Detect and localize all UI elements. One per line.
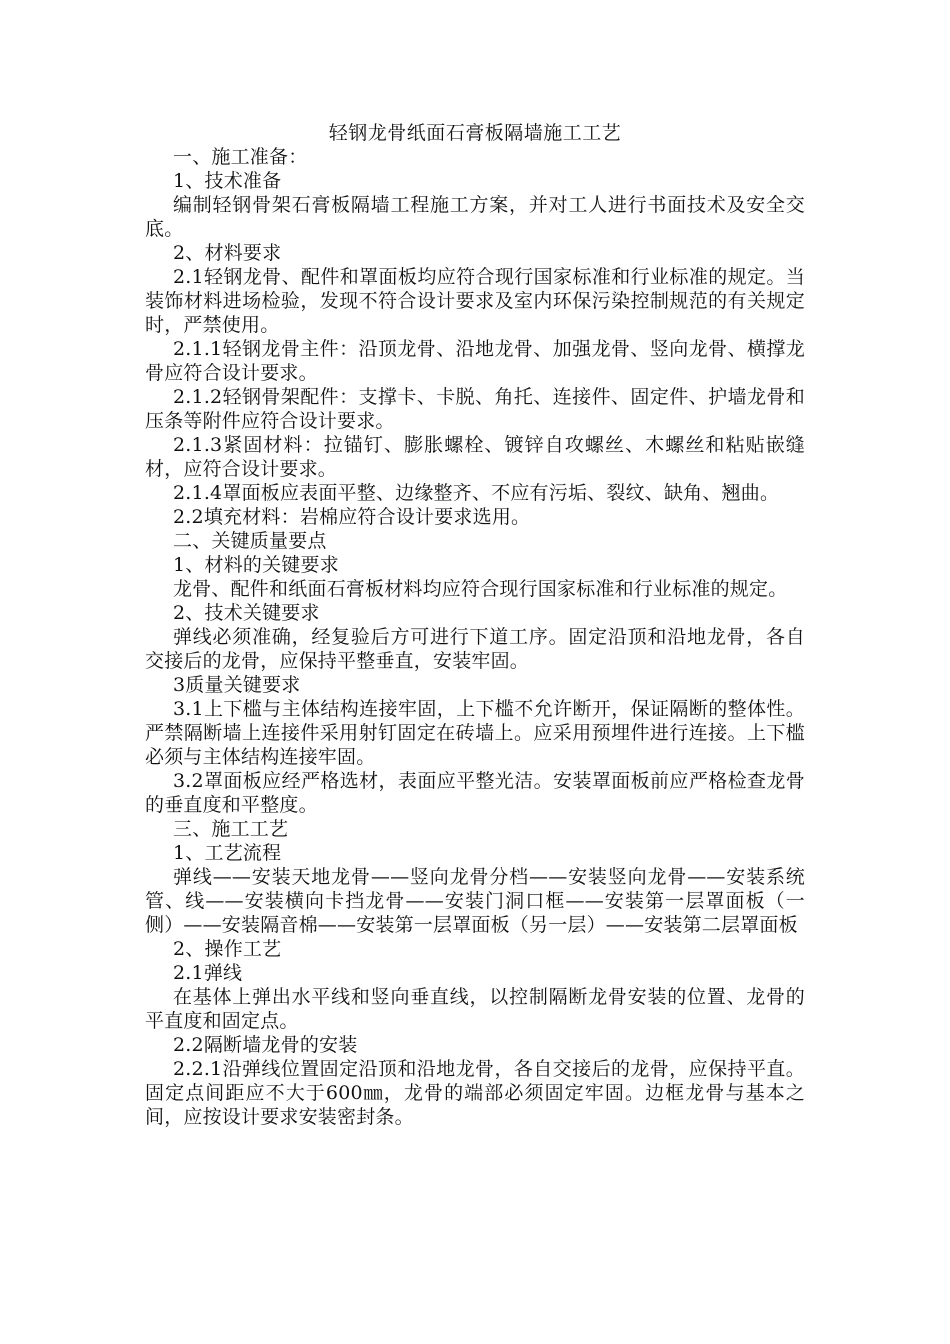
paragraph: 2.1.3紧固材料：拉锚钉、膨胀螺栓、镀锌自攻螺丝、木螺丝和粘贴嵌缝材，应符合设计要求。: [145, 434, 805, 480]
paragraph: 2.1弹线: [173, 962, 243, 984]
paragraph: 3.1上下槛与主体结构连接牢固，上下槛不允许断开，保证隔断的整体性。严禁隔断墙上连接件采用射钉固定在砖墙上。应采用预埋件进行连接。上下槛必须与主体结构连接牢固。: [145, 698, 805, 768]
paragraph: 3.2罩面板应经严格选材，表面应平整光洁。安装罩面板前应严格检查龙骨的垂直度和平整度。: [145, 770, 805, 816]
paragraph: 2.2.1沿弹线位置固定沿顶和沿地龙骨，各自交接后的龙骨，应保持平直。固定点间距应不大于600㎜，龙骨的端部必须固定牢固。边框龙骨与基本之间，应按设计要求安装密封条。: [145, 1058, 805, 1128]
paragraph: 1、材料的关键要求: [173, 554, 339, 576]
paragraph: 在基体上弹出水平线和竖向垂直线，以控制隔断龙骨安装的位置、龙骨的平直度和固定点。: [145, 986, 805, 1032]
paragraph: 龙骨、配件和纸面石膏板材料均应符合现行国家标准和行业标准的规定。: [173, 578, 788, 600]
paragraph: 2.2填充材料：岩棉应符合设计要求选用。: [173, 506, 531, 528]
paragraph: 1、工艺流程: [173, 842, 282, 864]
paragraph: 2.1.1轻钢龙骨主件：沿顶龙骨、沿地龙骨、加强龙骨、竖向龙骨、横撑龙骨应符合设计要求。: [145, 338, 805, 384]
document-page: [145, 121, 805, 1129]
paragraph: 2.1.4罩面板应表面平整、边缘整齐、不应有污垢、裂纹、缺角、翘曲。: [173, 482, 780, 504]
paragraph: 编制轻钢骨架石膏板隔墙工程施工方案，并对工人进行书面技术及安全交底。: [145, 194, 805, 240]
paragraph: 2、技术关键要求: [173, 602, 320, 624]
paragraph: 2、操作工艺: [173, 938, 282, 960]
paragraph: 2.2隔断墙龙骨的安装: [173, 1034, 358, 1056]
paragraph: 1、技术准备: [173, 170, 282, 192]
paragraph: 弹线——安装天地龙骨——竖向龙骨分档——安装竖向龙骨——安装系统管、线——安装横向卡挡龙骨——安装门洞口框——安装第一层罩面板（一侧）——安装隔音棉——安装第一层罩面板（另一层）——安装第二层罩面板: [145, 866, 805, 936]
paragraph: 2.1.2轻钢骨架配件：支撑卡、卡脱、角托、连接件、固定件、护墙龙骨和压条等附件应符合设计要求。: [145, 386, 805, 432]
document-title: 轻钢龙骨纸面石膏板隔墙施工工艺: [328, 122, 622, 144]
paragraph: 弹线必须准确，经复验后方可进行下道工序。固定沿顶和沿地龙骨，各自交接后的龙骨，应保持平整垂直，安装牢固。: [145, 626, 805, 672]
paragraph: 三、施工工艺: [173, 818, 289, 840]
paragraph: 2.1轻钢龙骨、配件和罩面板均应符合现行国家标准和行业标准的规定。当装饰材料进场检验，发现不符合设计要求及室内环保污染控制规范的有关规定时，严禁使用。: [145, 266, 805, 336]
paragraph: 3质量关键要求: [173, 674, 301, 696]
paragraph: 一、施工准备：: [173, 146, 308, 168]
paragraph: 2、材料要求: [173, 242, 282, 264]
paragraph: 二、关键质量要点: [173, 530, 327, 552]
